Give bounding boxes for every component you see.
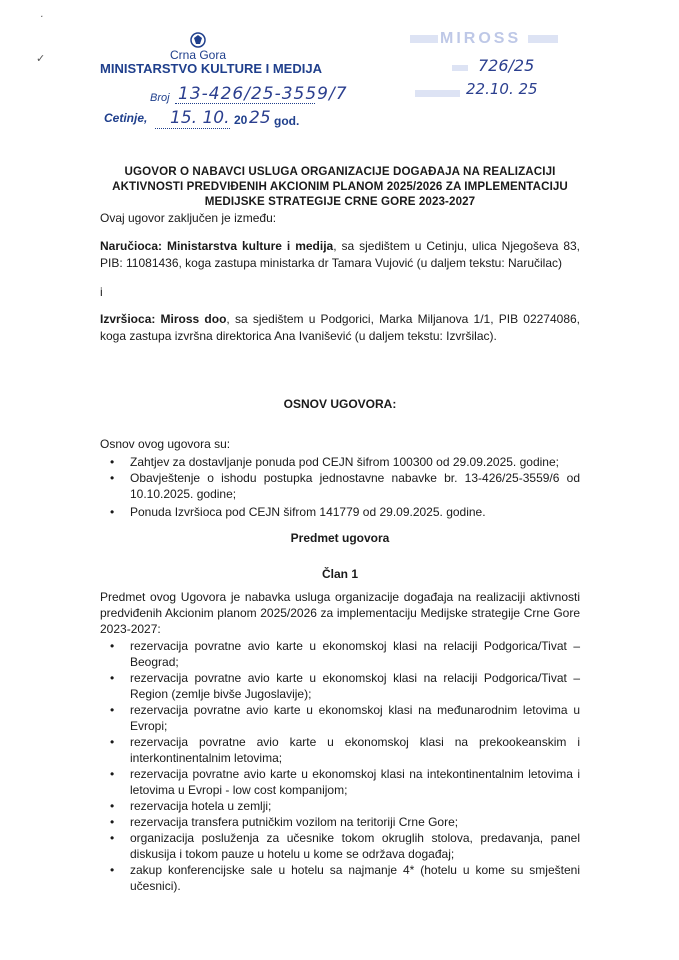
date-value: 15. 10. xyxy=(170,108,230,128)
list-item: • Ponuda Izvršioca pod CEJN šifrom 141779 od 29.09.2025. godine. xyxy=(100,504,580,520)
party-client xyxy=(100,238,580,272)
list-item: • rezervacija povratne avio karte u ekonomskoj klasi na relaciji Podgorica/Tivat – Beograd; xyxy=(100,638,580,670)
party-client-name: Naručioca: Ministarstva kulture i medija xyxy=(100,239,334,253)
title-line: AKTIVNOSTI PREDVIĐENIH AKCIONIM PLANOM 2025/2026 ZA IMPLEMENTACIJU xyxy=(112,180,568,193)
osnov-list xyxy=(100,454,580,520)
ministry-name: MINISTARSTVO KULTURE I MEDIJA xyxy=(100,61,322,76)
stamp-decor xyxy=(528,35,558,43)
party-contractor-details: , sa sjedištem u Podgorici, Marka Miljanova 1/1, PIB 02274086, koga zastupa izvršna direktorica Ana Ivanišević (u daljem tekstu: Izvršilac). xyxy=(100,312,580,343)
broj-value: 13-426/25-3559/7 xyxy=(178,84,348,104)
osnov-intro: Osnov ovog ugovora su: xyxy=(100,437,231,451)
place-label: Cetinje, xyxy=(104,111,148,125)
party-contractor xyxy=(100,311,580,345)
stamp-date: 22.10. 25 xyxy=(466,80,538,98)
list-item: • rezervacija transfera putničkim vozilom na teritoriji Crne Gore; xyxy=(100,814,580,830)
stamp-decor xyxy=(410,35,438,43)
list-item: • organizacija posluženja za učesnike tokom okruglih stolova, predavanja, panel diskusija i tokom pauze u hotelu u kome se održava događaj; xyxy=(100,830,580,862)
broj-line xyxy=(175,103,315,104)
osnov-heading: OSNOV UGOVORA: xyxy=(283,397,397,411)
margin-mark-check: ✓ xyxy=(36,52,46,65)
predmet-heading: Predmet ugovora xyxy=(290,531,390,545)
and-text: i xyxy=(100,285,103,299)
party-contractor-name: Izvršioca: Miross doo xyxy=(100,312,227,326)
title-line: MEDIJSKE STRATEGIJE CRNE GORE 2023-2027 xyxy=(204,195,476,208)
predmet-text: Predmet ovog Ugovora je nabavka usluga organizacije događaja na realizaciji aktivnosti predviđenih Akcionim planom 2025/2026 za implementaciju Medijske strategije Crne Gore 2023-2027: xyxy=(100,590,580,636)
clan-heading: Član 1 xyxy=(321,567,358,581)
title-line: UGOVOR O NABAVCI USLUGA ORGANIZACIJE DOGAĐAJA NA REALIZACIJI xyxy=(124,165,556,178)
list-item: • rezervacija povratne avio karte u ekonomskoj klasi na intekontinentalnim letovima i letovima u Evropi - low cost kompanijom; xyxy=(100,766,580,798)
stamp-number: 726/25 xyxy=(478,56,535,75)
god-label: god. xyxy=(274,114,300,128)
margin-mark: · xyxy=(40,12,44,23)
contract-title xyxy=(40,164,640,209)
list-item: • Obavještenje o ishodu postupka jednostavne nabavke br. 13-426/25-3559/6 od 10.10.2025. godine; xyxy=(100,470,580,502)
list-item: • Zahtjev za dostavljanje ponuda pod CEJN šifrom 100300 od 29.09.2025. godine; xyxy=(100,454,580,470)
stamp-decor xyxy=(452,65,468,71)
stamp-company: MIROSS xyxy=(440,30,522,47)
list-item: • rezervacija hotela u zemlji; xyxy=(100,798,580,814)
list-item: • rezervacija povratne avio karte u ekonomskoj klasi na prekookeanskim i interkontinentalnim letovima; xyxy=(100,734,580,766)
stamp-decor xyxy=(415,90,460,97)
party-client-details: , sa sjedištem u Cetinju, ulica Njegoševa 83, PIB: 11081436, koga zastupa ministarka dr Tamara Vujović (u daljem tekstu: Naručilac) xyxy=(100,239,580,270)
list-item: • rezervacija povratne avio karte u ekonomskoj klasi na relaciji Podgorica/Tivat – Region (zemlje bivše Jugoslavije); xyxy=(100,670,580,702)
year-hand: 25 xyxy=(249,108,271,128)
predmet-list xyxy=(100,638,580,894)
intro-text: Ovaj ugovor zaključen je između: xyxy=(100,211,277,225)
list-item: • zakup konferencijske sale u hotelu sa najmanje 4* (hotelu u kome su smješteni učesnici). xyxy=(100,862,580,894)
list-item: • rezervacija povratne avio karte u ekonomskoj klasi na međunarodnim letovima u Evropi; xyxy=(100,702,580,734)
country-name: Crna Gora xyxy=(170,48,227,62)
broj-label: Broj xyxy=(150,92,170,104)
year-prefix: 20 xyxy=(234,113,248,127)
coat-of-arms-icon xyxy=(188,30,208,50)
date-line xyxy=(155,128,230,129)
